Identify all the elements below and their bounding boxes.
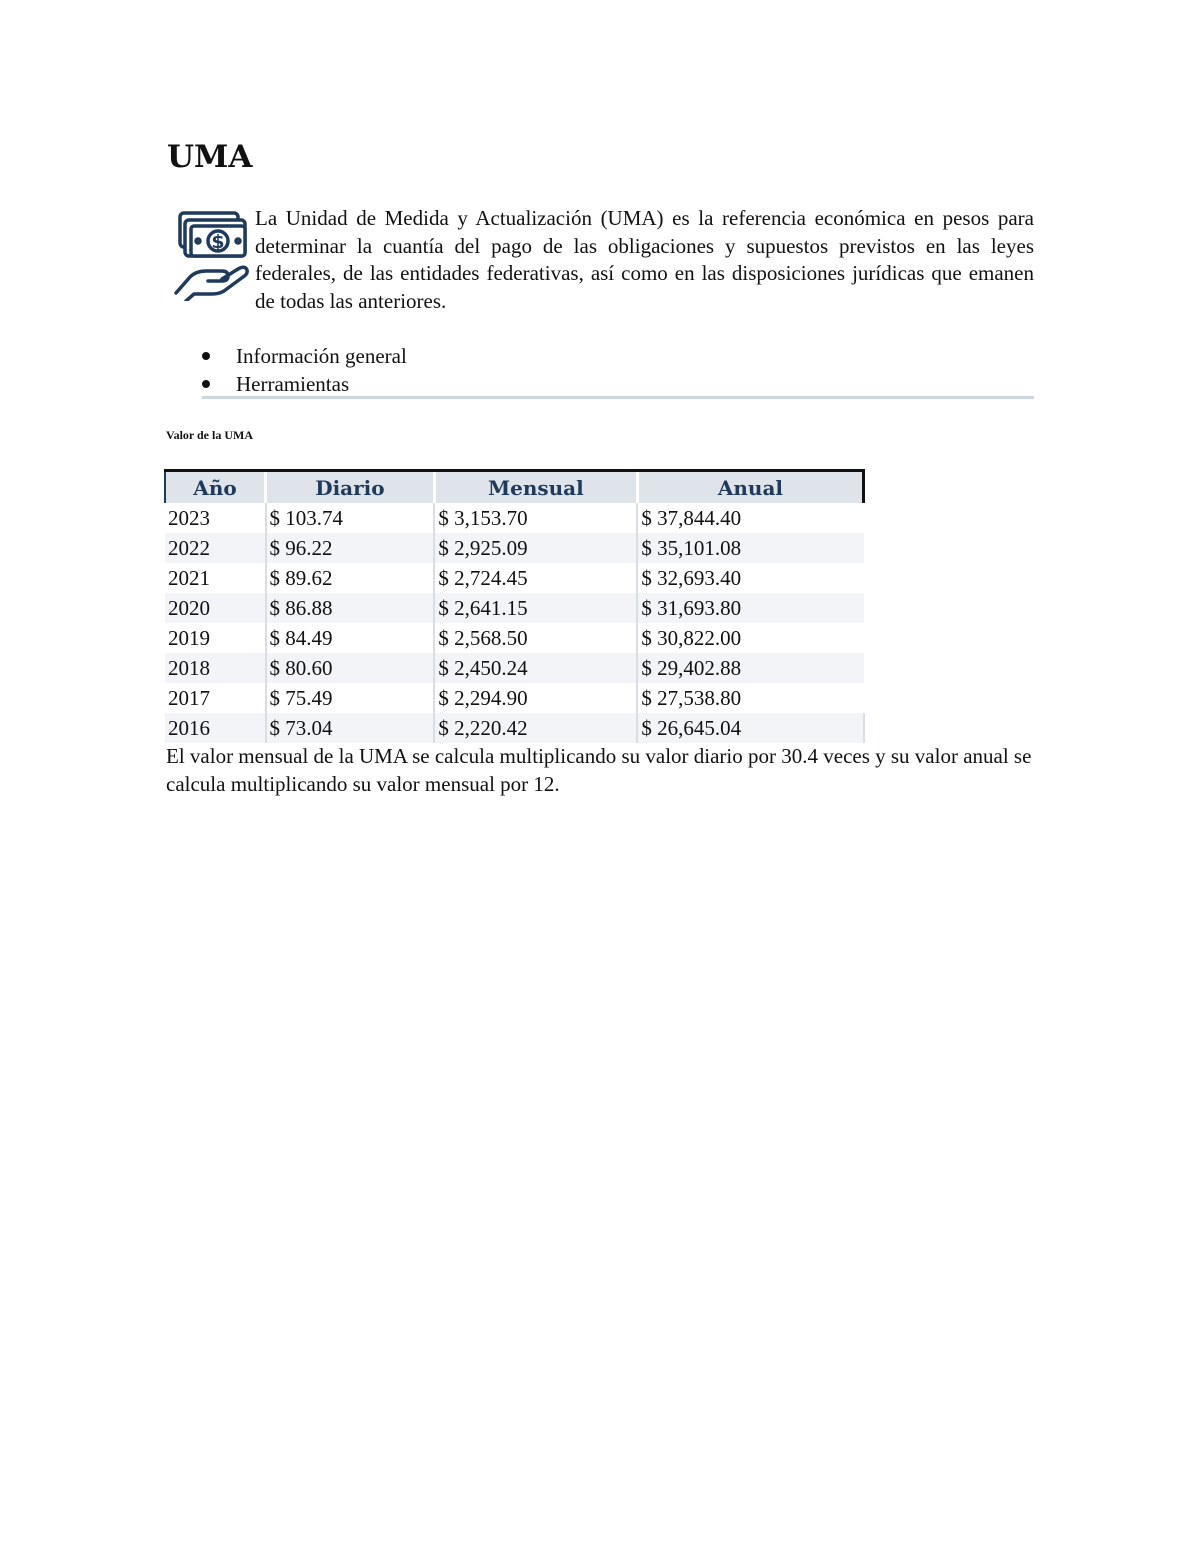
table-row	[165, 653, 864, 683]
table-row	[165, 623, 864, 653]
cell-annual: $ 37,844.40	[637, 503, 863, 533]
cell-annual: $ 35,101.08	[637, 533, 863, 563]
table-row	[165, 683, 864, 713]
cell-daily: $ 80.60	[266, 653, 435, 683]
svg-text:$: $	[211, 231, 225, 253]
bullet-icon	[202, 352, 210, 360]
cell-annual: $ 29,402.88	[637, 653, 863, 683]
page-title: UMA	[167, 139, 253, 175]
cell-monthly: $ 2,925.09	[434, 533, 637, 563]
cell-monthly: $ 3,153.70	[434, 503, 637, 533]
bullet-icon	[202, 380, 210, 388]
column-header-annual: Anual	[637, 471, 863, 504]
cell-monthly: $ 2,450.24	[434, 653, 637, 683]
money-hand-icon	[172, 209, 250, 301]
cell-daily: $ 103.74	[266, 503, 435, 533]
table-row	[165, 713, 864, 743]
table-row	[165, 593, 864, 623]
column-header-year: Año	[165, 471, 266, 504]
divider	[202, 396, 1034, 399]
column-header-daily: Diario	[266, 471, 435, 504]
cell-daily: $ 89.62	[266, 563, 435, 593]
cell-year: 2016	[165, 713, 266, 743]
table-row	[165, 533, 864, 563]
cell-year: 2022	[165, 533, 266, 563]
cell-monthly: $ 2,294.90	[434, 683, 637, 713]
table-header-row	[165, 471, 864, 504]
cell-monthly: $ 2,568.50	[434, 623, 637, 653]
calculation-note: El valor mensual de la UMA se calcula multiplicando su valor diario por 30.4 veces y su valor anual se calcula multiplicando su valor mensual por 12.	[166, 744, 1032, 796]
table-row	[165, 503, 864, 533]
cell-annual: $ 31,693.80	[637, 593, 863, 623]
list-item	[200, 342, 1034, 370]
cell-monthly: $ 2,220.42	[434, 713, 637, 743]
cell-annual: $ 26,645.04	[637, 713, 863, 743]
intro-paragraph: La Unidad de Medida y Actualización (UMA) es la referencia económica en pesos para determinar la cuantía del pago de las obligaciones y supuestos previstos en las leyes federales, de las entidades federativas, así como en las disposiciones jurídicas que emanen de todas las anteriores.	[255, 206, 1034, 313]
link-informacion-general[interactable]: Información general	[236, 344, 407, 368]
cell-year: 2023	[168, 505, 210, 530]
cell-year: 2021	[168, 565, 210, 590]
cell-year: 2018	[165, 653, 266, 683]
cell-year: 2019	[168, 625, 210, 650]
cell-daily: $ 84.49	[266, 623, 435, 653]
cell-daily: $ 73.04	[266, 713, 435, 743]
cell-annual: $ 27,538.80	[637, 683, 863, 713]
link-list	[200, 342, 1034, 398]
column-header-monthly: Mensual	[434, 471, 637, 504]
cell-year: 2017	[168, 685, 210, 710]
list-item	[200, 370, 1034, 398]
cell-daily: $ 96.22	[266, 533, 435, 563]
link-herramientas[interactable]: Herramientas	[236, 372, 350, 396]
cell-daily: $ 75.49	[266, 683, 435, 713]
cell-year: 2020	[165, 593, 266, 623]
uma-values-table	[164, 469, 865, 743]
cell-daily: $ 86.88	[266, 593, 435, 623]
cell-monthly: $ 2,724.45	[434, 563, 637, 593]
table-caption: Valor de la UMA	[166, 428, 253, 442]
cell-annual: $ 30,822.00	[637, 623, 863, 653]
cell-monthly: $ 2,641.15	[434, 593, 637, 623]
cell-annual: $ 32,693.40	[637, 563, 863, 593]
table-row	[165, 563, 864, 593]
